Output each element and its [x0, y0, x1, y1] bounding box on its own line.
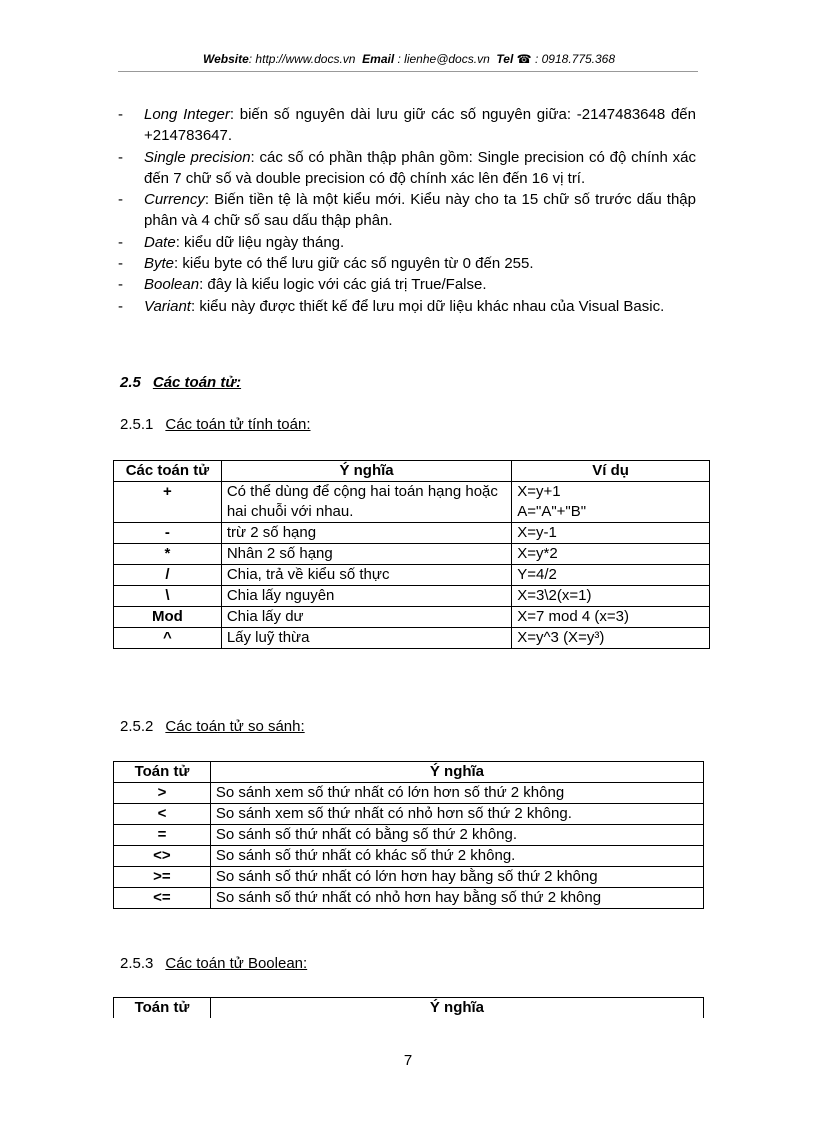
list-item: - Single precision: các số có phần thập phân gồm: Single precision có độ chính xác đến 7 chữ số và double precision có độ chính xác lên đến 16 vị trí.	[118, 148, 696, 187]
page-header	[120, 52, 698, 66]
table-row: \ Chia lấy nguyên X=3\2(x=1)	[114, 586, 710, 607]
column-header: Toán tử	[114, 762, 211, 783]
term: Single precision	[144, 148, 251, 166]
subsection-title: Các toán tử tính toán:	[165, 416, 311, 433]
table-row: >= So sánh số thứ nhất có lớn hơn hay bằng số thứ 2 không	[114, 867, 704, 888]
list-item: - Byte: kiểu byte có thể lưu giữ các số nguyên từ 0 đến 255.	[118, 255, 534, 273]
table-row: / Chia, trả về kiểu số thực Y=4/2	[114, 565, 710, 586]
term: Currency	[144, 191, 205, 209]
table-row: ^ Lấy luỹ thừa X=y^3 (X=y³)	[114, 628, 710, 649]
header-divider	[118, 71, 698, 72]
table-row: * Nhân 2 số hạng X=y*2	[114, 544, 710, 565]
subsection-title: Các toán tử so sánh:	[165, 718, 305, 735]
tel-number: ☎ : 0918.775.368	[516, 52, 616, 66]
term: Variant	[144, 297, 191, 315]
column-header: Ý nghĩa	[210, 998, 703, 1019]
list-item: - Currency: Biến tiền tệ là một kiểu mới. Kiểu này cho ta 15 chữ số trước dấu thập phân và 4 chữ số sau dấu thập phân.	[118, 191, 696, 230]
subsection-title: Các toán tử Boolean:	[165, 955, 308, 972]
email-address[interactable]: : lienhe@docs.vn	[394, 52, 490, 66]
table-row: Mod Chia lấy dư X=7 mod 4 (x=3)	[114, 607, 710, 628]
column-header: Các toán tử	[114, 461, 222, 482]
column-header: Ý nghĩa	[210, 762, 703, 783]
table-row: - trừ 2 số hạng X=y-1	[114, 523, 710, 544]
subsection-number: 2.5.2	[120, 718, 154, 735]
subsection-number: 2.5.1	[120, 416, 154, 433]
list-item: - Variant: kiểu này được thiết kế để lưu mọi dữ liệu khác nhau của Visual Basic.	[118, 297, 665, 315]
subsection-heading-2	[120, 718, 305, 735]
table-row: + Có thể dùng để cộng hai toán hạng hoặc hai chuỗi với nhau. X=y+1 A="A"+"B"	[114, 482, 710, 523]
table-row: <> So sánh số thứ nhất có khác số thứ 2 không.	[114, 846, 704, 867]
table-row: <= So sánh số thứ nhất có nhỏ hơn hay bằng số thứ 2 không	[114, 888, 704, 909]
section-number: 2.5	[120, 374, 141, 391]
table-row: < So sánh xem số thứ nhất có nhỏ hơn số thứ 2 không.	[114, 804, 704, 825]
subsection-heading-1	[120, 416, 311, 433]
subsection-number: 2.5.3	[120, 955, 154, 972]
arithmetic-operators-table	[113, 460, 710, 649]
term: Date	[144, 233, 176, 251]
table-row: = So sánh số thứ nhất có bằng số thứ 2 không.	[114, 825, 704, 846]
column-header: Ví dụ	[512, 461, 710, 482]
term: Boolean	[144, 276, 200, 294]
list-item: - Boolean: đây là kiểu logic với các giá trị True/False.	[118, 276, 487, 294]
column-header: Ý nghĩa	[221, 461, 511, 482]
boolean-operators-table	[113, 997, 704, 1018]
list-item: - Long Integer: biến số nguyên dài lưu giữ các số nguyên giữa: -2147483648 đến +214783647.	[118, 106, 696, 145]
email-label: Email	[362, 52, 395, 66]
table-row: > So sánh xem số thứ nhất có lớn hơn số thứ 2 không	[114, 783, 704, 804]
data-type-list	[118, 104, 696, 317]
list-item: - Date: kiểu dữ liệu ngày tháng.	[118, 233, 345, 251]
section-heading	[120, 374, 241, 391]
term: Byte	[144, 255, 175, 273]
page-number: 7	[403, 1052, 413, 1069]
comparison-operators-table	[113, 761, 704, 909]
section-title: Các toán tử:	[152, 374, 242, 391]
column-header: Toán tử	[114, 998, 211, 1019]
term: Long Integer	[144, 106, 230, 123]
website-label: Website	[202, 52, 249, 66]
website-url[interactable]: : http://www.docs.vn	[248, 52, 356, 66]
tel-label: Tel	[496, 52, 514, 66]
subsection-heading-3	[120, 955, 307, 972]
